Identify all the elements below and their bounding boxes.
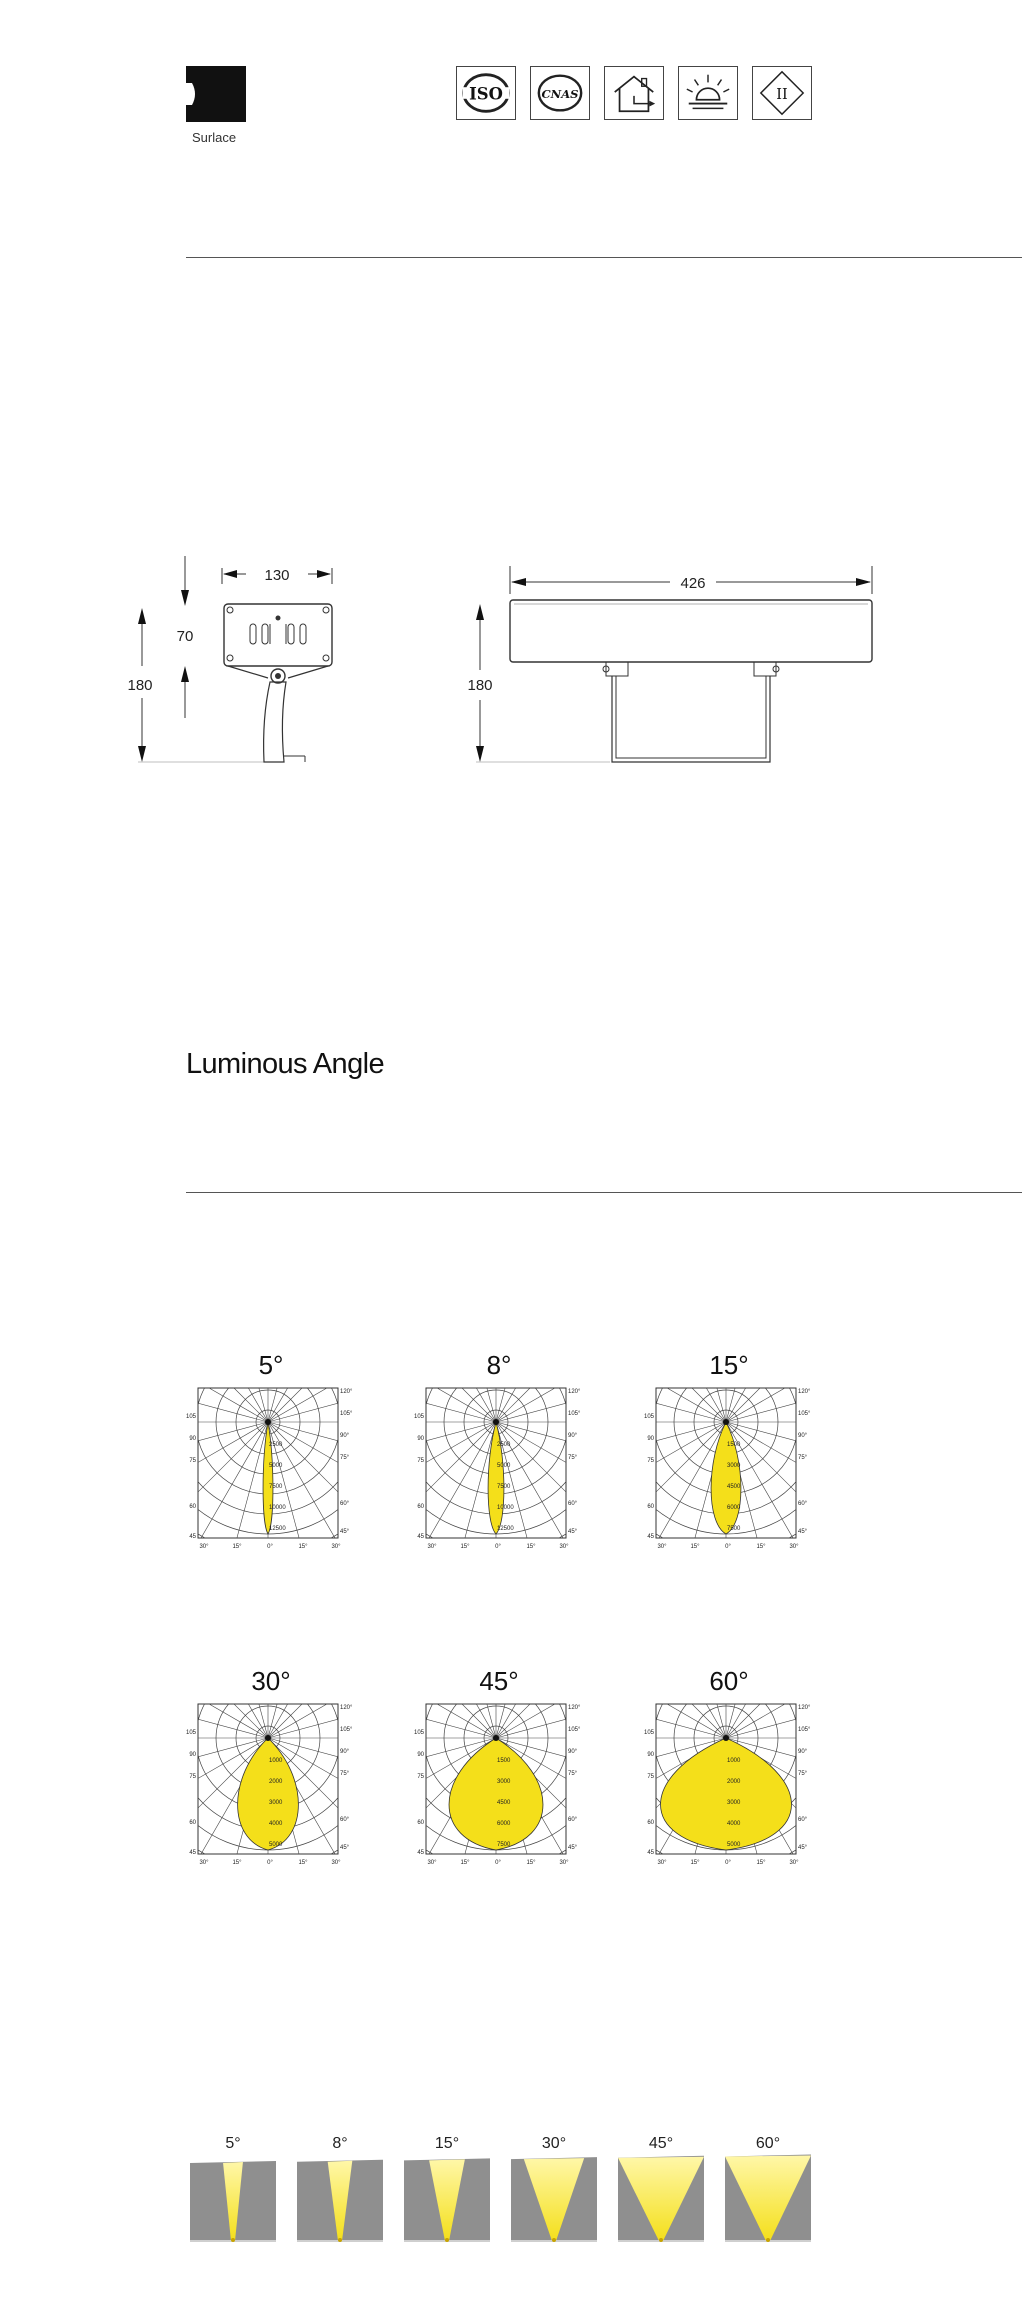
polar-angle-tick: 75° bbox=[798, 1455, 808, 1461]
polar-ring-value: 2000 bbox=[269, 1779, 283, 1785]
polar-ring-value: 1000 bbox=[727, 1758, 741, 1764]
polar-bottom-tick: 15° bbox=[232, 1860, 242, 1866]
side-total-height-value: 180 bbox=[127, 677, 153, 694]
beam-spread-graphic bbox=[190, 2155, 276, 2243]
polar-angle-tick: 90° bbox=[340, 1433, 350, 1439]
polar-angle-tick: 105° bbox=[798, 1727, 811, 1733]
polar-angle-tick: 120° bbox=[798, 1389, 811, 1395]
light-source-icon bbox=[678, 66, 738, 120]
polar-angle-tick: 60 bbox=[417, 1504, 424, 1510]
polar-angle-tick: 60° bbox=[568, 1817, 578, 1823]
polar-angle-tick: 120° bbox=[798, 1705, 811, 1711]
polar-angle-tick: 60 bbox=[647, 1504, 654, 1510]
polar-angle-tick: 90 bbox=[647, 1752, 654, 1758]
polar-angle-tick: 45° bbox=[340, 1529, 350, 1535]
polar-angle-tick: 75 bbox=[647, 1774, 654, 1780]
polar-bottom-tick: 15° bbox=[460, 1544, 470, 1550]
polar-ring-value: 3000 bbox=[727, 1800, 741, 1806]
polar-angle-tick: 90 bbox=[417, 1436, 424, 1442]
polar-chart-angle-label: 8° bbox=[486, 1350, 512, 1380]
polar-angle-tick: 105 bbox=[413, 1414, 424, 1420]
polar-bottom-tick: 15° bbox=[298, 1544, 308, 1550]
polar-ring-value: 5000 bbox=[727, 1842, 741, 1848]
polar-ring-value: 5000 bbox=[497, 1463, 511, 1469]
polar-angle-tick: 45 bbox=[417, 1850, 424, 1856]
polar-ring-value: 10000 bbox=[497, 1505, 514, 1511]
polar-ring-value: 4000 bbox=[269, 1821, 283, 1827]
polar-bottom-tick: 15° bbox=[690, 1544, 700, 1550]
polar-bottom-tick: 15° bbox=[690, 1860, 700, 1866]
iso-certification-text: ISO bbox=[469, 84, 503, 104]
polar-bottom-tick: 30° bbox=[199, 1544, 209, 1550]
polar-bottom-tick: 15° bbox=[298, 1860, 308, 1866]
polar-angle-tick: 90 bbox=[647, 1436, 654, 1442]
polar-angle-tick: 105° bbox=[340, 1727, 353, 1733]
polar-ring-value: 7500 bbox=[727, 1526, 741, 1532]
polar-bottom-tick: 15° bbox=[526, 1860, 536, 1866]
polar-bottom-tick: 30° bbox=[789, 1544, 799, 1550]
beam-spread-graphic bbox=[511, 2155, 597, 2243]
polar-angle-tick: 105 bbox=[413, 1730, 424, 1736]
polar-angle-tick: 75 bbox=[189, 1774, 196, 1780]
polar-angle-tick: 60° bbox=[798, 1817, 808, 1823]
polar-angle-tick: 120° bbox=[568, 1705, 581, 1711]
polar-angle-tick: 90° bbox=[340, 1749, 350, 1755]
polar-angle-tick: 45° bbox=[798, 1845, 808, 1851]
polar-angle-tick: 90° bbox=[798, 1433, 808, 1439]
polar-ring-value: 4000 bbox=[727, 1821, 741, 1827]
polar-bottom-tick: 30° bbox=[331, 1860, 341, 1866]
beam-spread-graphic bbox=[404, 2155, 490, 2243]
polar-angle-tick: 75 bbox=[417, 1774, 424, 1780]
class-ii-text: II bbox=[776, 86, 788, 103]
polar-angle-tick: 75 bbox=[417, 1458, 424, 1464]
front-view-drawing bbox=[460, 560, 900, 770]
polar-ring-value: 6000 bbox=[497, 1821, 511, 1827]
polar-ring-value: 7500 bbox=[497, 1842, 511, 1848]
polar-angle-tick: 90 bbox=[189, 1436, 196, 1442]
polar-ring-value: 12500 bbox=[269, 1526, 286, 1532]
polar-ring-value: 1500 bbox=[497, 1758, 511, 1764]
polar-bottom-tick: 30° bbox=[331, 1544, 341, 1550]
beam-angle-label: 5° bbox=[225, 2135, 241, 2152]
polar-bottom-tick: 0° bbox=[495, 1860, 501, 1866]
polar-angle-tick: 45° bbox=[568, 1845, 578, 1851]
polar-distribution-chart bbox=[634, 1382, 811, 1562]
header-divider bbox=[186, 257, 1022, 258]
polar-distribution-chart bbox=[404, 1382, 581, 1562]
polar-ring-value: 4500 bbox=[727, 1484, 741, 1490]
polar-bottom-tick: 30° bbox=[427, 1860, 437, 1866]
polar-ring-value: 2500 bbox=[497, 1442, 511, 1448]
side-view-drawing bbox=[120, 548, 360, 768]
polar-angle-tick: 120° bbox=[340, 1389, 353, 1395]
polar-bottom-tick: 30° bbox=[427, 1544, 437, 1550]
polar-angle-tick: 45 bbox=[647, 1850, 654, 1856]
polar-bottom-tick: 30° bbox=[199, 1860, 209, 1866]
polar-ring-value: 10000 bbox=[269, 1505, 286, 1511]
polar-ring-value: 1500 bbox=[727, 1442, 741, 1448]
beam-angle-label: 45° bbox=[648, 2135, 674, 2152]
polar-angle-tick: 105 bbox=[643, 1730, 654, 1736]
polar-ring-value: 6000 bbox=[727, 1505, 741, 1511]
polar-bottom-tick: 15° bbox=[756, 1544, 766, 1550]
beam-angle-label: 30° bbox=[541, 2135, 567, 2152]
polar-angle-tick: 120° bbox=[568, 1389, 581, 1395]
polar-bottom-tick: 15° bbox=[526, 1544, 536, 1550]
polar-angle-tick: 105° bbox=[568, 1727, 581, 1733]
polar-angle-tick: 45 bbox=[647, 1534, 654, 1540]
polar-angle-tick: 120° bbox=[340, 1705, 353, 1711]
polar-distribution-chart bbox=[176, 1698, 353, 1878]
polar-angle-tick: 45 bbox=[189, 1534, 196, 1540]
polar-ring-value: 5000 bbox=[269, 1463, 283, 1469]
polar-distribution-chart bbox=[634, 1698, 811, 1878]
luminous-angle-title: Luminous Angle bbox=[186, 1048, 384, 1080]
polar-angle-tick: 75° bbox=[340, 1771, 350, 1777]
polar-angle-tick: 60° bbox=[340, 1501, 350, 1507]
polar-angle-tick: 60 bbox=[189, 1820, 196, 1826]
polar-angle-tick: 45° bbox=[798, 1529, 808, 1535]
polar-bottom-tick: 30° bbox=[789, 1860, 799, 1866]
polar-angle-tick: 75 bbox=[647, 1458, 654, 1464]
polar-angle-tick: 75 bbox=[189, 1458, 196, 1464]
polar-bottom-tick: 0° bbox=[495, 1544, 501, 1550]
polar-angle-tick: 90 bbox=[189, 1752, 196, 1758]
polar-chart-angle-label: 5° bbox=[258, 1350, 284, 1380]
polar-bottom-tick: 0° bbox=[267, 1860, 273, 1866]
front-length-value: 426 bbox=[680, 575, 706, 592]
polar-ring-value: 4500 bbox=[497, 1800, 511, 1806]
polar-bottom-tick: 15° bbox=[232, 1544, 242, 1550]
polar-angle-tick: 45 bbox=[417, 1534, 424, 1540]
polar-angle-tick: 75° bbox=[568, 1455, 578, 1461]
beam-angle-label: 8° bbox=[332, 2135, 348, 2152]
polar-angle-tick: 90° bbox=[568, 1433, 578, 1439]
polar-angle-tick: 105 bbox=[185, 1414, 196, 1420]
polar-angle-tick: 75° bbox=[798, 1771, 808, 1777]
polar-angle-tick: 90 bbox=[417, 1752, 424, 1758]
beam-spread-graphic bbox=[297, 2155, 383, 2243]
iso-certification-icon bbox=[456, 66, 516, 120]
polar-bottom-tick: 30° bbox=[559, 1860, 569, 1866]
indoor-outdoor-icon bbox=[604, 66, 664, 120]
polar-angle-tick: 60 bbox=[647, 1820, 654, 1826]
polar-ring-value: 3000 bbox=[727, 1463, 741, 1469]
polar-bottom-tick: 30° bbox=[657, 1544, 667, 1550]
polar-angle-tick: 90° bbox=[568, 1749, 578, 1755]
polar-ring-value: 1000 bbox=[269, 1758, 283, 1764]
polar-angle-tick: 60° bbox=[798, 1501, 808, 1507]
beam-spread-graphic bbox=[618, 2155, 704, 2243]
polar-angle-tick: 75° bbox=[340, 1455, 350, 1461]
polar-ring-value: 3000 bbox=[269, 1800, 283, 1806]
polar-angle-tick: 60° bbox=[340, 1817, 350, 1823]
beam-spread-graphic bbox=[725, 2155, 811, 2243]
polar-angle-tick: 45° bbox=[568, 1529, 578, 1535]
polar-bottom-tick: 15° bbox=[756, 1860, 766, 1866]
polar-ring-value: 2000 bbox=[727, 1779, 741, 1785]
polar-angle-tick: 105 bbox=[643, 1414, 654, 1420]
mount-type-icon bbox=[186, 66, 246, 122]
side-top-height-value: 70 bbox=[176, 628, 194, 645]
polar-bottom-tick: 30° bbox=[657, 1860, 667, 1866]
polar-ring-value: 3000 bbox=[497, 1779, 511, 1785]
polar-angle-tick: 60 bbox=[417, 1820, 424, 1826]
polar-angle-tick: 45° bbox=[340, 1845, 350, 1851]
polar-angle-tick: 90° bbox=[798, 1749, 808, 1755]
side-width-value: 130 bbox=[264, 567, 290, 584]
polar-ring-value: 5000 bbox=[269, 1842, 283, 1848]
polar-chart-angle-label: 45° bbox=[479, 1666, 519, 1696]
polar-angle-tick: 105 bbox=[185, 1730, 196, 1736]
polar-bottom-tick: 0° bbox=[267, 1544, 273, 1550]
polar-distribution-chart bbox=[404, 1698, 581, 1878]
polar-bottom-tick: 30° bbox=[559, 1544, 569, 1550]
polar-ring-value: 7500 bbox=[497, 1484, 511, 1490]
polar-bottom-tick: 0° bbox=[725, 1860, 731, 1866]
polar-angle-tick: 60 bbox=[189, 1504, 196, 1510]
cnas-certification-text: CNAS bbox=[541, 86, 579, 101]
cnas-certification-icon bbox=[530, 66, 590, 120]
polar-angle-tick: 45 bbox=[189, 1850, 196, 1856]
polar-ring-value: 7500 bbox=[269, 1484, 283, 1490]
beam-angle-label: 60° bbox=[755, 2135, 781, 2152]
polar-distribution-chart bbox=[176, 1382, 353, 1562]
polar-bottom-tick: 0° bbox=[725, 1544, 731, 1550]
polar-ring-value: 12500 bbox=[497, 1526, 514, 1532]
polar-bottom-tick: 15° bbox=[460, 1860, 470, 1866]
polar-chart-angle-label: 60° bbox=[709, 1666, 749, 1696]
front-height-value: 180 bbox=[467, 677, 493, 694]
polar-angle-tick: 60° bbox=[568, 1501, 578, 1507]
polar-chart-angle-label: 30° bbox=[251, 1666, 291, 1696]
polar-chart-angle-label: 15° bbox=[709, 1350, 749, 1380]
mount-type-label: Surlace bbox=[192, 130, 237, 145]
luminous-divider bbox=[186, 1192, 1022, 1193]
polar-angle-tick: 105° bbox=[568, 1411, 581, 1417]
polar-angle-tick: 105° bbox=[340, 1411, 353, 1417]
beam-angle-label: 15° bbox=[434, 2135, 460, 2152]
polar-angle-tick: 75° bbox=[568, 1771, 578, 1777]
class-ii-protection-icon bbox=[752, 66, 812, 120]
polar-angle-tick: 105° bbox=[798, 1411, 811, 1417]
polar-ring-value: 2500 bbox=[269, 1442, 283, 1448]
